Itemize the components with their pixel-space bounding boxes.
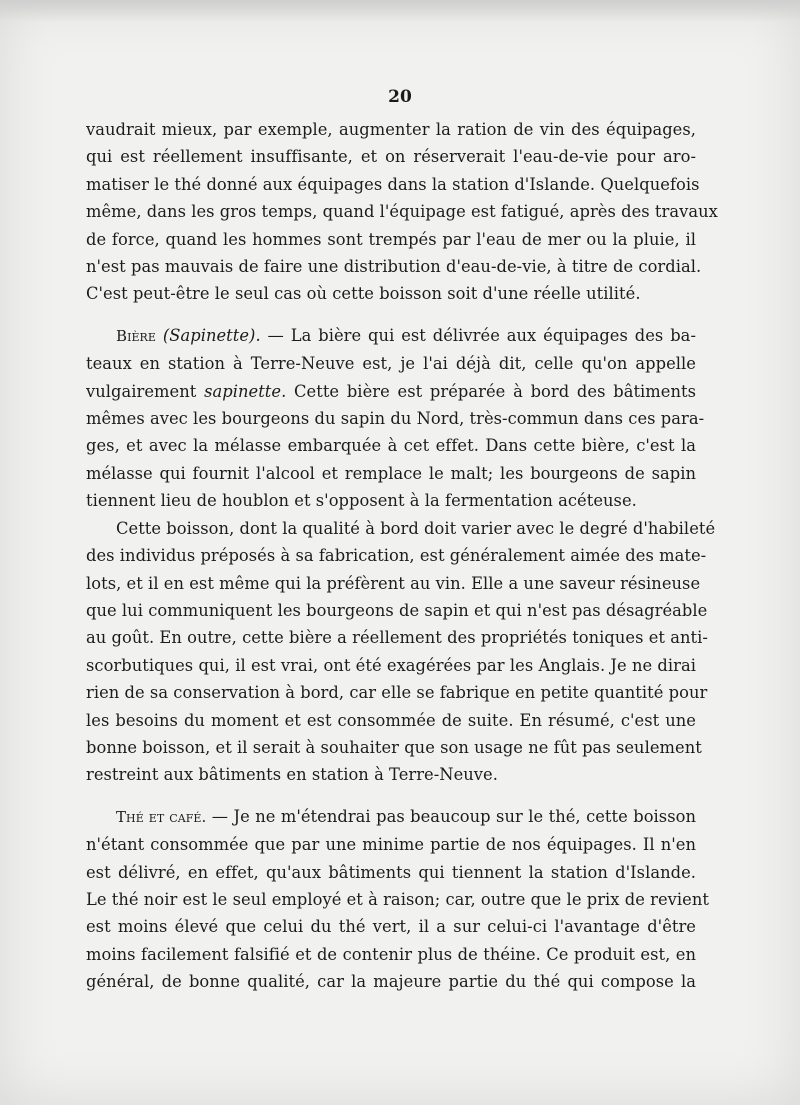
text-line (86, 378, 696, 405)
text-line: Le thé noir est le seul employé et à raison; car, outre que le prix de revient (86, 889, 709, 909)
text-line: Cette boisson, dont la qualité à bord doit varier avec le degré d'habileté (116, 518, 716, 538)
text-line: ges, et avec la mélasse embarquée à cet effet. Dans cette bière, c'est la (86, 436, 696, 456)
paragraph-biere (86, 322, 705, 515)
page-top-shadow (0, 0, 800, 22)
text-line: au goût. En outre, cette bière a réellement des propriétés toniques et anti- (86, 628, 708, 648)
text-line: matiser le thé donné aux équipages dans la station d'Islande. Quelquefois (86, 174, 700, 194)
text-segment: Cette bière est préparée à bord des bâtiments (286, 381, 697, 401)
section-heading-the-cafe: Thé et café. (116, 807, 207, 826)
text-line: lots, et il en est même qui la préfèrent au vin. Elle a une saveur résineuse (86, 573, 701, 593)
text-line: C'est peut-être le seul cas où cette boisson soit d'une réelle utilité. (86, 284, 641, 304)
text-line: mélasse qui fournit l'alcool et remplace le malt; les bourgeons de sapin (86, 463, 696, 483)
text-line (86, 803, 696, 831)
text-line: bonne boisson, et il serait à souhaiter que son usage ne fût pas seulement (86, 737, 702, 757)
text-line: qui est réellement insuffisante, et on réserverait l'eau-de-vie pour aro- (86, 147, 696, 167)
text-line: des individus préposés à sa fabrication, est généralement aimée des mate- (86, 546, 707, 566)
paragraph-the-cafe (86, 803, 709, 996)
page-number: 20 (388, 87, 412, 107)
text-line: n'est pas mauvais de faire une distribution d'eau-de-vie, à titre de cordial. (86, 257, 702, 277)
text-line: de force, quand les hommes sont trempés par l'eau de mer ou la pluie, il (86, 229, 696, 249)
text-line: vaudrait mieux, par exemple, augmenter la ration de vin des équipages, (86, 120, 696, 139)
heading-line-rest: — La bière qui est délivrée aux équipages des ba- (260, 325, 696, 345)
paragraph-3 (86, 515, 716, 789)
text-line: rien de sa conservation à bord, car elle se fabrique en petite quantité pour (86, 683, 708, 703)
text-segment: vulgairement (86, 381, 205, 401)
text-line: mêmes avec les bourgeons du sapin du Nord, très-commun dans ces para- (86, 409, 705, 429)
text-line: que lui communiquent les bourgeons de sapin et qui n'est pas désagréable (86, 600, 708, 620)
text-line: est délivré, en effet, qu'aux bâtiments qui tiennent la station d'Islande. (86, 862, 696, 882)
heading-line-rest: — Je ne m'étendrai pas beaucoup sur le thé, cette boisson (206, 806, 697, 826)
text-line: moins facilement falsifié et de contenir plus de théine. Ce produit est, en (86, 944, 696, 964)
text-line: est moins élevé que celui du thé vert, il a sur celui-ci l'avantage d'être (86, 917, 696, 937)
text-line: restreint aux bâtiments en station à Terre-Neuve. (86, 765, 498, 785)
text-line: tiennent lieu de houblon et s'opposent à la fermentation acéteuse. (86, 491, 637, 511)
italic-term-sapinette: sapinette. (204, 381, 287, 401)
text-line: général, de bonne qualité, car la majeure partie du thé qui compose la (86, 972, 696, 992)
text-line: teaux en station à Terre-Neuve est, je l'ai déjà dit, celle qu'on appelle (86, 354, 696, 374)
text-line: scorbutiques qui, il est vrai, ont été exagérées par les Anglais. Je ne dirai (86, 655, 696, 675)
text-line: même, dans les gros temps, quand l'équipage est fatigué, après des travaux (86, 202, 718, 222)
section-heading-sapinette: (Sapinette). (162, 325, 261, 345)
section-heading-biere: Bière (116, 326, 156, 345)
text-line: les besoins du moment et est consommée de suite. En résumé, c'est une (86, 710, 696, 730)
text-line (86, 322, 696, 350)
paragraph-1 (86, 116, 718, 308)
text-line: n'étant consommée que par une minime partie de nos équipages. Il n'en (86, 835, 696, 855)
page-body (86, 116, 718, 996)
